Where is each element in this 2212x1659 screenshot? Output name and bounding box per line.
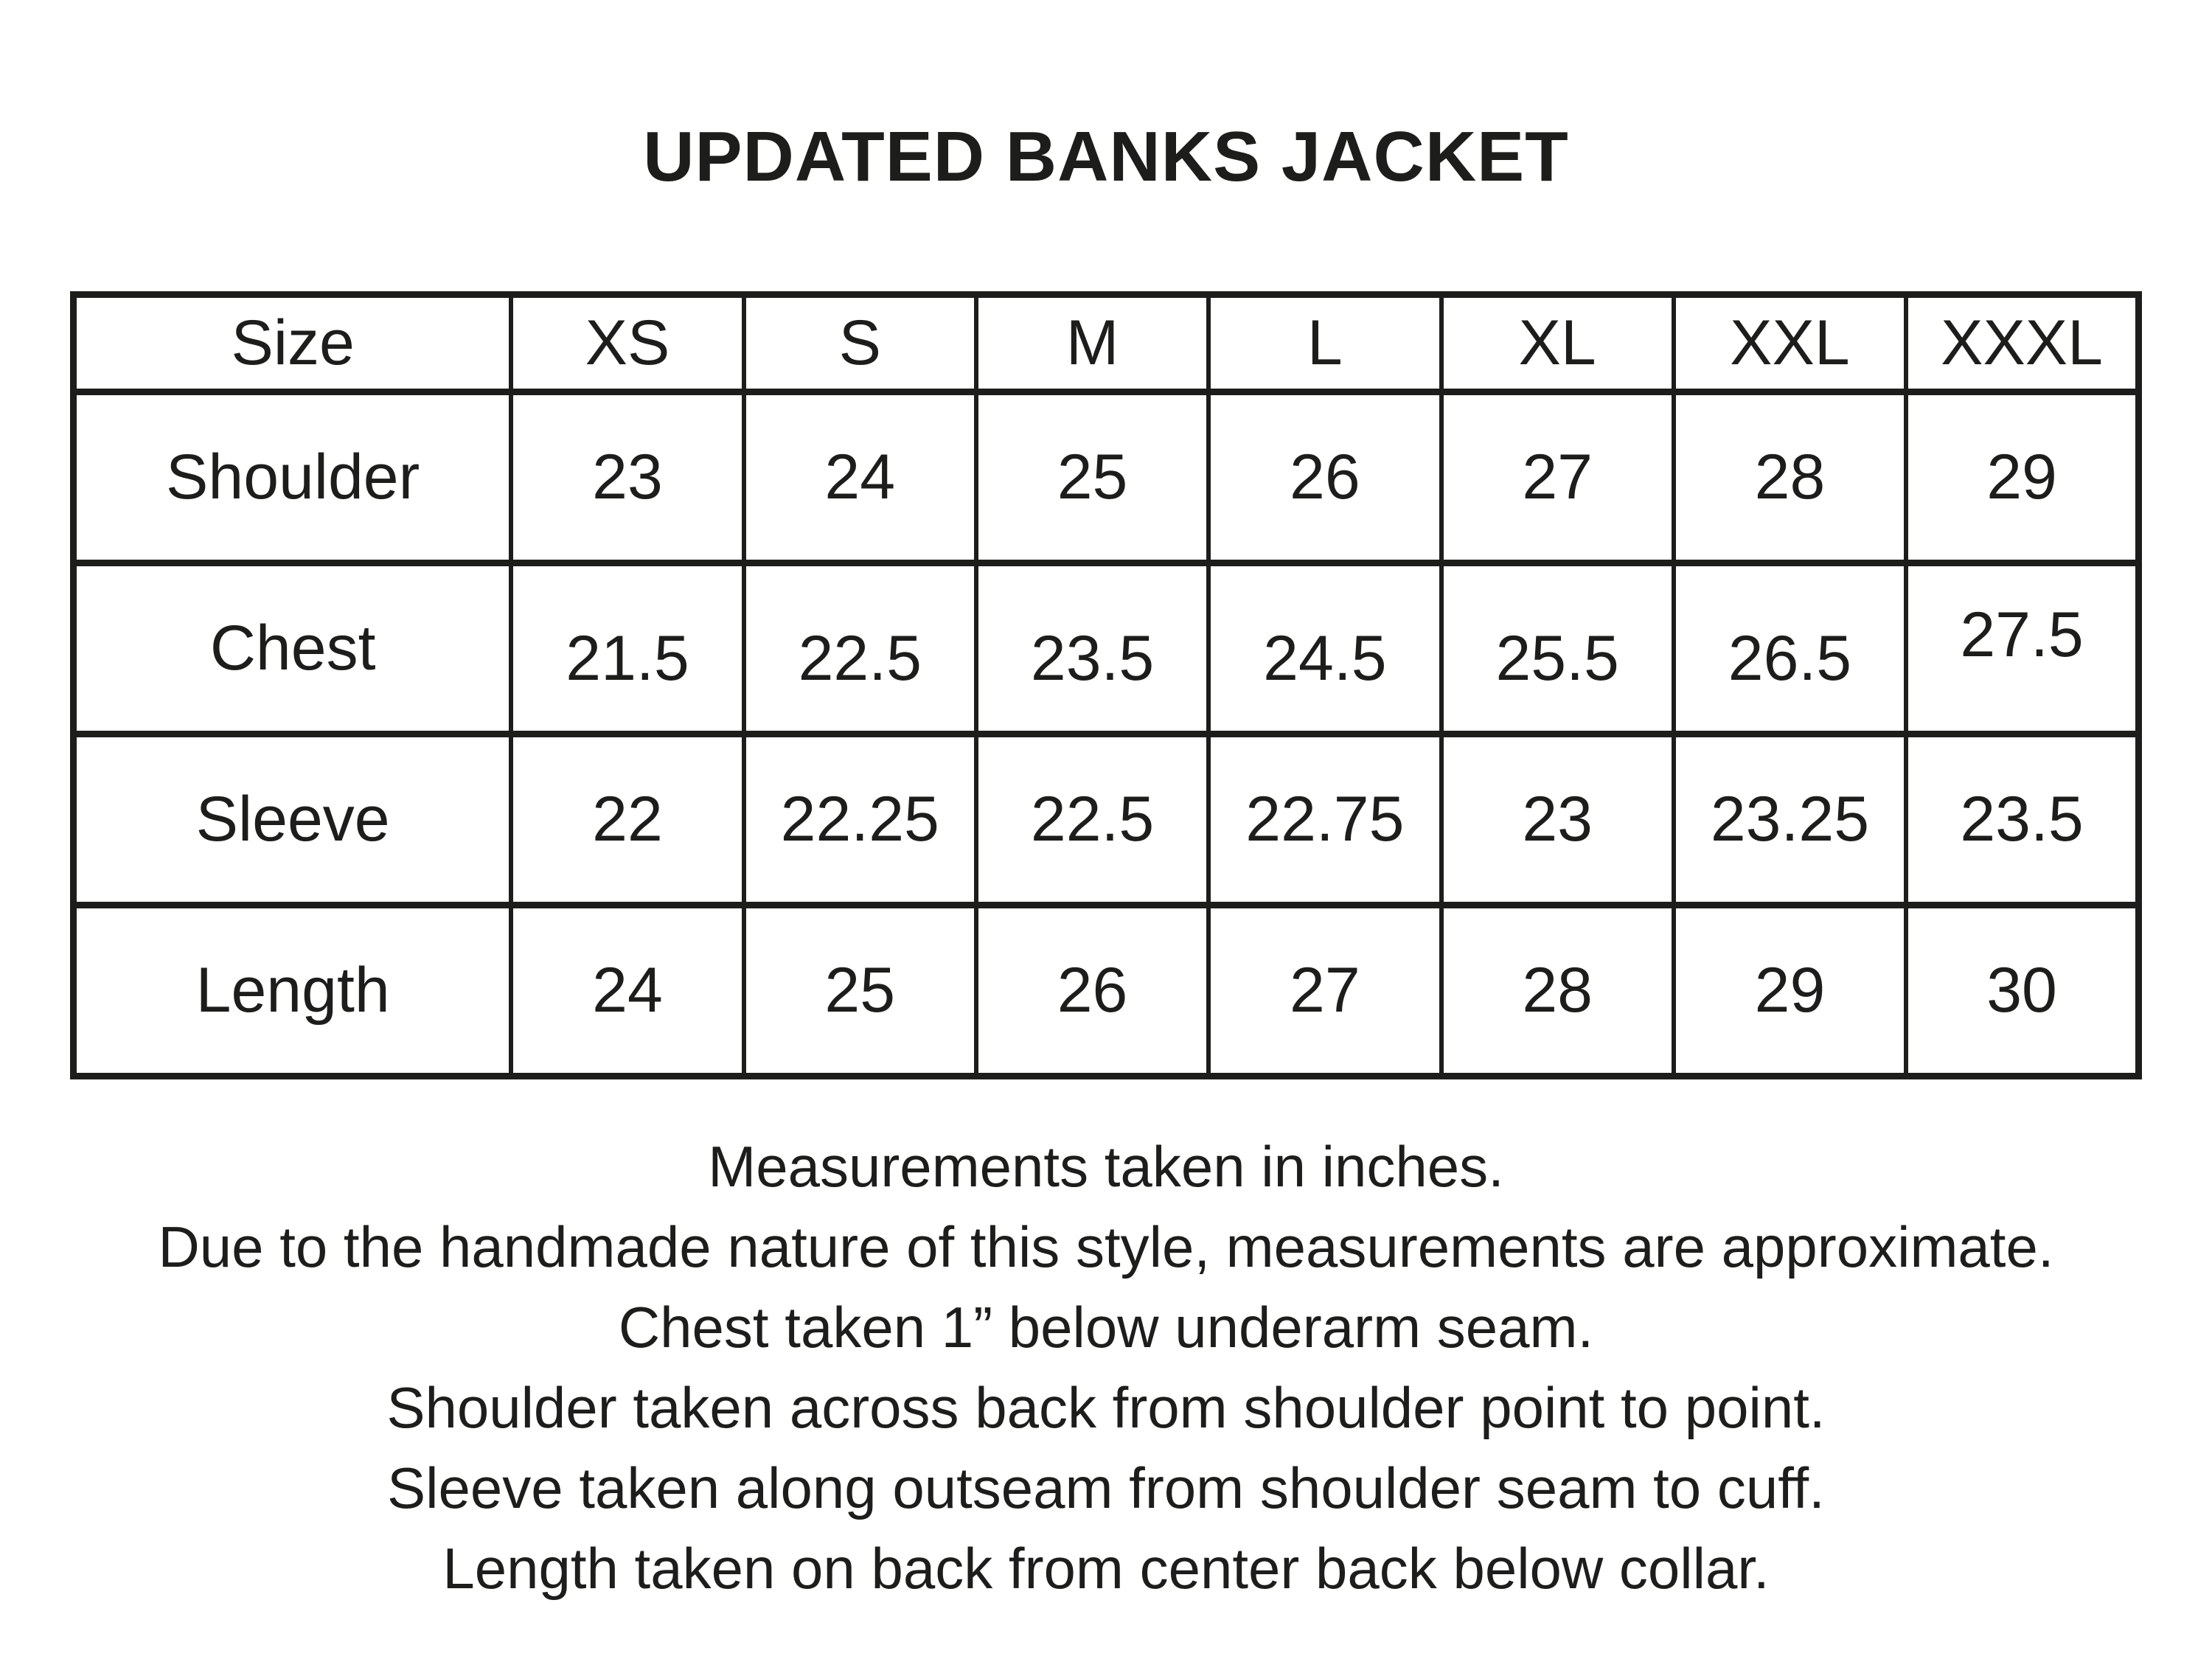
cell-sleeve-s: 22.25 bbox=[744, 734, 976, 905]
table-row-length bbox=[74, 905, 2139, 1077]
cell-length-xxl: 29 bbox=[1674, 905, 1906, 1077]
row-label-shoulder: Shoulder bbox=[74, 392, 512, 563]
table-header-row bbox=[74, 295, 2139, 392]
table-row-chest bbox=[74, 563, 2139, 734]
cell-chest-xxxl: 27.5 bbox=[1906, 563, 2138, 734]
page-title: UPDATED BANKS JACKET bbox=[643, 117, 1569, 196]
row-label-chest: Chest bbox=[74, 563, 512, 734]
cell-length-xs: 24 bbox=[511, 905, 743, 1077]
cell-sleeve-xxxl: 23.5 bbox=[1906, 734, 2138, 905]
header-cell-xxxl: XXXL bbox=[1906, 295, 2138, 392]
note-units: Measurements taken in inches. bbox=[708, 1134, 1504, 1199]
note-length: Length taken on back from center back below collar. bbox=[442, 1536, 1770, 1601]
cell-length-m: 26 bbox=[976, 905, 1208, 1077]
header-cell-m: M bbox=[976, 295, 1208, 392]
cell-sleeve-xs: 22 bbox=[511, 734, 743, 905]
cell-chest-l: 24.5 bbox=[1208, 563, 1441, 734]
cell-shoulder-l: 26 bbox=[1208, 392, 1441, 563]
header-cell-s: S bbox=[744, 295, 976, 392]
note-chest: Chest taken 1” below underarm seam. bbox=[618, 1295, 1594, 1360]
cell-chest-xl: 25.5 bbox=[1441, 563, 1674, 734]
note-sleeve: Sleeve taken along outseam from shoulder seam to cuff. bbox=[387, 1455, 1825, 1520]
note-shoulder: Shoulder taken across back from shoulder point to point. bbox=[386, 1375, 1826, 1440]
size-chart-table bbox=[70, 291, 2142, 1079]
cell-length-xxxl: 30 bbox=[1906, 905, 2138, 1077]
cell-length-s: 25 bbox=[744, 905, 976, 1077]
cell-shoulder-m: 25 bbox=[976, 392, 1208, 563]
cell-shoulder-s: 24 bbox=[744, 392, 976, 563]
header-cell-size: Size bbox=[74, 295, 512, 392]
cell-chest-s: 22.5 bbox=[744, 563, 976, 734]
header-cell-xs: XS bbox=[511, 295, 743, 392]
cell-shoulder-xxl: 28 bbox=[1674, 392, 1906, 563]
cell-chest-m: 23.5 bbox=[976, 563, 1208, 734]
row-label-length: Length bbox=[74, 905, 512, 1077]
cell-shoulder-xl: 27 bbox=[1441, 392, 1674, 563]
cell-shoulder-xxxl: 29 bbox=[1906, 392, 2138, 563]
cell-sleeve-l: 22.75 bbox=[1208, 734, 1441, 905]
header-cell-xl: XL bbox=[1441, 295, 1674, 392]
cell-length-l: 27 bbox=[1208, 905, 1441, 1077]
header-cell-xxl: XXL bbox=[1674, 295, 1906, 392]
header-cell-l: L bbox=[1208, 295, 1441, 392]
row-label-sleeve: Sleeve bbox=[74, 734, 512, 905]
cell-chest-xxl: 26.5 bbox=[1674, 563, 1906, 734]
note-handmade: Due to the handmade nature of this style, measurements are approximate. bbox=[158, 1214, 2054, 1279]
cell-chest-xs: 21.5 bbox=[511, 563, 743, 734]
table-row-sleeve bbox=[74, 734, 2139, 905]
table-row-shoulder bbox=[74, 392, 2139, 563]
cell-sleeve-xl: 23 bbox=[1441, 734, 1674, 905]
cell-shoulder-xs: 23 bbox=[511, 392, 743, 563]
cell-sleeve-xxl: 23.25 bbox=[1674, 734, 1906, 905]
cell-length-xl: 28 bbox=[1441, 905, 1674, 1077]
measurement-notes bbox=[0, 1127, 2212, 1609]
cell-sleeve-m: 22.5 bbox=[976, 734, 1208, 905]
